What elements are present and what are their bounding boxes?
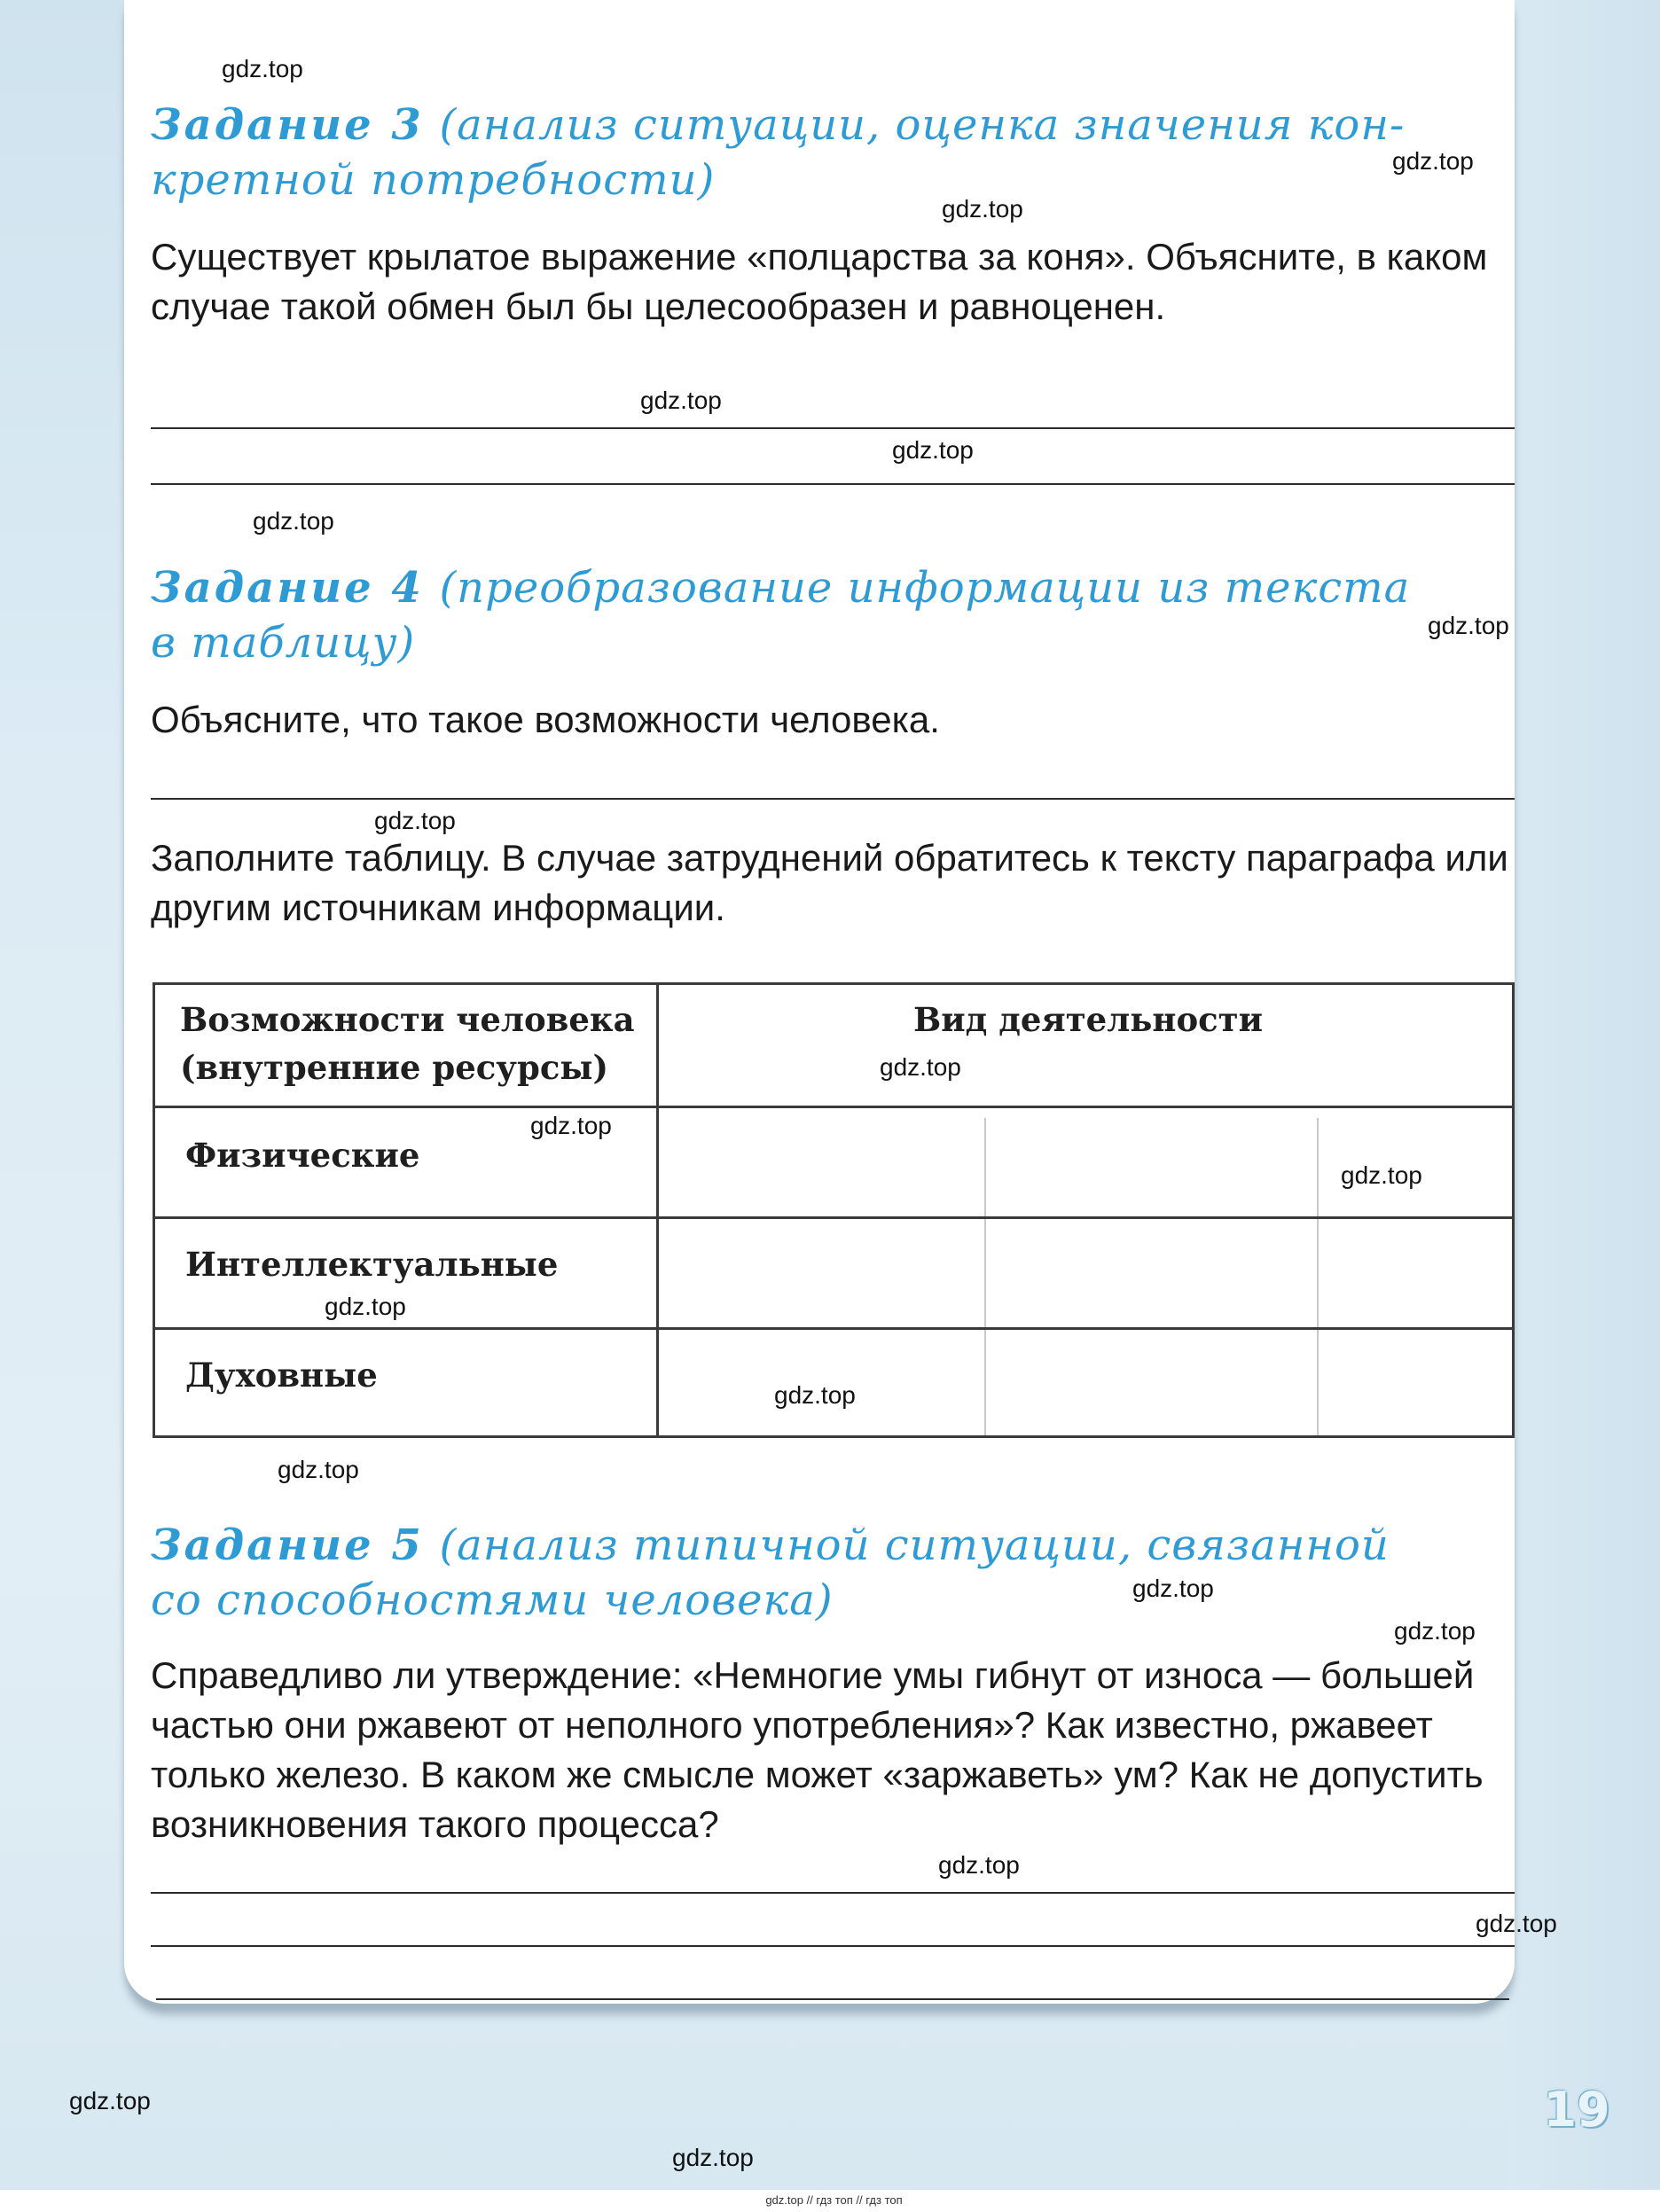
answer-line [151, 483, 1515, 485]
watermark-text: gdz.top [325, 1293, 406, 1320]
watermark-text: gdz.top [774, 1381, 856, 1409]
table-row-physical: Физические [185, 1136, 420, 1175]
table-divider [1317, 1118, 1319, 1435]
task4-instruction: Заполните таблицу. В случае затруднений обратитесь к тексту параграфа или другим источникам информации. [151, 837, 1508, 928]
task3-text: Существует крылатое выражение «полцарства за коня». Объясните, в каком случае такой обмен был бы целесообразен и равноценен. [151, 236, 1488, 327]
task5-subtitle-line1: (анализ типичной ситуации, связанной [439, 1520, 1390, 1570]
table-header-abilities-line1: Возможности человека [180, 1000, 635, 1039]
table-header-abilities-line2: (внутренние ресурсы) [180, 1048, 608, 1087]
task3-subtitle-line2: кретной потребности) [151, 155, 716, 205]
task5-title: Задание 5 [151, 1520, 424, 1570]
table-divider [155, 1327, 1512, 1330]
task4-subtitle-line2: в таблицу) [151, 618, 416, 668]
watermark-text: gdz.top [374, 807, 456, 834]
answer-line [151, 798, 1515, 800]
answer-line [151, 1945, 1515, 1947]
task4-title: Задание 4 [151, 563, 424, 613]
footer-note: gdz.top // гдз топ // гдз топ [765, 2193, 903, 2207]
table-divider [984, 1118, 986, 1435]
watermark-text: gdz.top [892, 436, 974, 464]
task5-heading [151, 1518, 1516, 1628]
watermark-text: gdz.top [69, 2087, 151, 2114]
page-margin-strip [1507, 0, 1660, 2190]
table-divider [656, 985, 659, 1435]
table-header-activity: Вид деятельности [912, 1000, 1264, 1039]
page-number: 19 [1543, 2082, 1610, 2138]
task5-subtitle-line2: со способностями человека) [151, 1575, 834, 1625]
task4-subtitle-line1: (преобразование информации из текста [439, 563, 1411, 613]
answer-line [156, 1998, 1509, 2000]
watermark-text: gdz.top [530, 1112, 612, 1139]
answer-line [151, 427, 1515, 429]
table-header-abilities [180, 996, 635, 1091]
watermark-text: gdz.top [1476, 1910, 1557, 1937]
task3-subtitle-line1: (анализ ситуации, оценка значения кон- [439, 100, 1406, 150]
table-row-intellectual: Интеллектуальные [185, 1245, 559, 1284]
watermark-text: gdz.top [278, 1456, 359, 1483]
task3-heading [151, 98, 1516, 207]
watermark-text: gdz.top [1341, 1161, 1422, 1189]
watermark-text: gdz.top [640, 387, 722, 414]
watermark-text: gdz.top [942, 195, 1023, 223]
watermark-text: gdz.top [253, 507, 334, 535]
watermark-text: gdz.top [880, 1053, 961, 1081]
watermark-text: gdz.top [1392, 147, 1474, 175]
task3-title: Задание 3 [151, 100, 424, 150]
task5-text: Справедливо ли утверждение: «Немногие умы гибнут от износа — большей частью они ржавеют от неполного употребления»? Как известно, ржавеет только железо. В каком же смысле может «заржаветь» ум? Как не допустить возникновения такого процесса? [151, 1654, 1484, 1845]
abilities-table [153, 982, 1515, 1438]
watermark-text: gdz.top [672, 2144, 754, 2171]
watermark-text: gdz.top [1394, 1617, 1476, 1645]
watermark-text: gdz.top [222, 55, 303, 82]
table-divider [155, 1106, 1512, 1108]
watermark-text: gdz.top [938, 1851, 1020, 1879]
table-divider [155, 1216, 1512, 1219]
watermark-text: gdz.top [1428, 612, 1509, 639]
table-row-spiritual: Духовные [185, 1356, 378, 1395]
task4-question: Объясните, что такое возможности человека. [151, 699, 940, 740]
watermark-text: gdz.top [1132, 1575, 1214, 1602]
task4-heading [151, 560, 1516, 670]
answer-line [151, 1892, 1515, 1894]
